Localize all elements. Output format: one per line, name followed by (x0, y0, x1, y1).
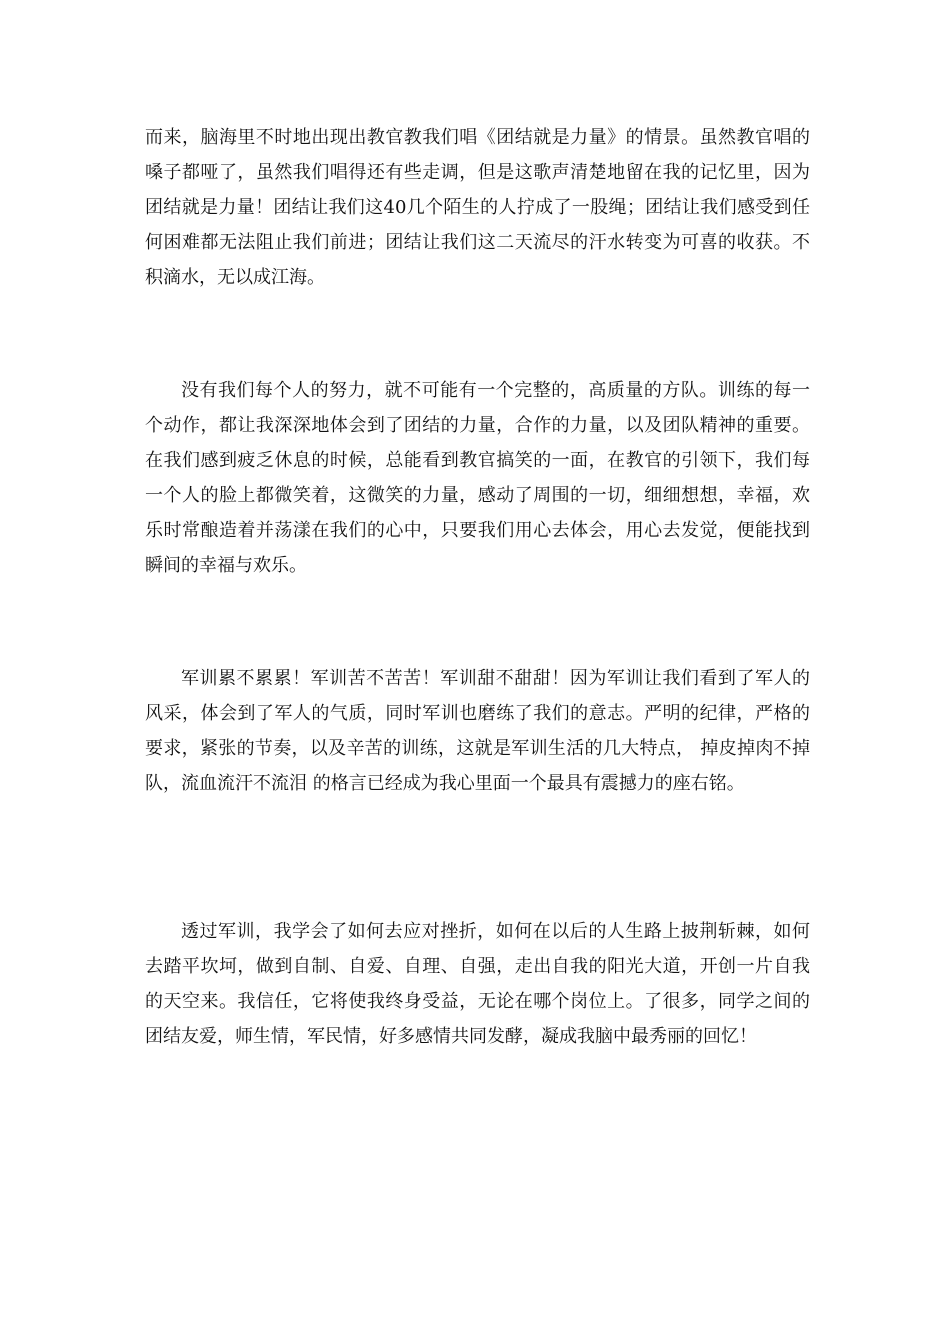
paragraph-team-effort: 没有我们每个人的努力，就不可能有一个完整的，高质量的方队。训练的每一个动作，都让我深深地体会到了团结的力量，合作的力量，以及团队精神的重要。在我们感到疲乏休息的时候，总能看到教官搞笑的一面，在教官的引领下，我们每一个人的脸上都微笑着，这微笑的力量，感动了周围的一切，细细想想，幸福，欢乐时常酿造着并荡漾在我们的心中，只要我们用心去体会，用心去发觉，便能找到瞬间的幸福与欢乐。 (145, 380, 810, 576)
paragraph-military-training: 军训累不累累！军训苦不苦苦！军训甜不甜甜！因为军训让我们看到了军人的风采，体会到了军人的气质，同时军训也磨练了我们的意志。严明的纪律，严格的要求，紧张的节奏，以及辛苦的训练，这就是军训生活的几大特点， 掉皮掉肉不掉队，流血流汗不流泪 的格言已经成为我心里面一个最具有震撼力的座右铭。 (145, 668, 810, 794)
paragraph-lessons-learned: 透过军训，我学会了如何去应对挫折，如何在以后的人生路上披荆斩棘，如何去踏平坎坷，做到自制、自爱、自理、自强，走出自我的阳光大道，开创一片自我的天空来。我信任，它将使我终身受益，无论在哪个岗位上。了很多，同学之间的团结友爱，师生情，军民情，好多感情共同发酵，凝成我脑中最秀丽的回忆！ (145, 921, 810, 1047)
paragraph-unity-song: 而来，脑海里不时地出现出教官教我们唱《团结就是力量》的情景。虽然教官唱的嗓子都哑了，虽然我们唱得还有些走调，但是这歌声清楚地留在我的记忆里，因为团结就是力量！团结让我们这40几个陌生的人拧成了一股绳；团结让我们感受到任何困难都无法阻止我们前进；团结让我们这二天流尽的汗水转变为可喜的收获。不积滴水，无以成江海。 (145, 127, 810, 288)
